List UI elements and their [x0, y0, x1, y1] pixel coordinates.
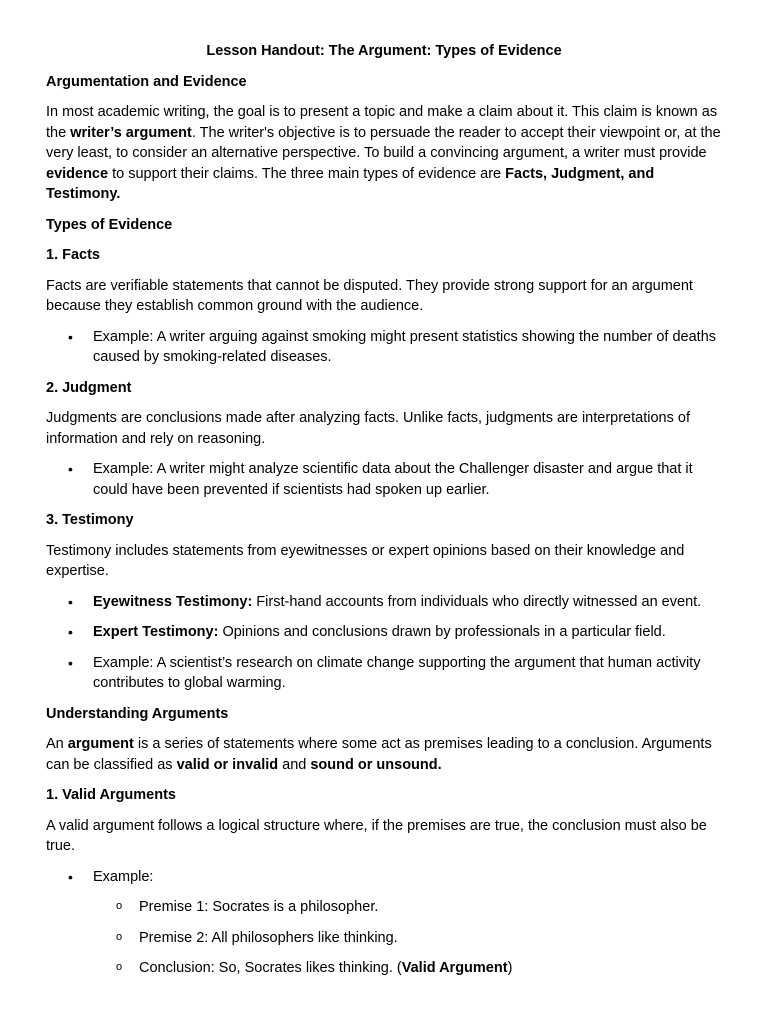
eyewitness-label: Eyewitness Testimony:: [93, 593, 253, 610]
conclusion-text: Conclusion: So, Socrates likes thinking. (: [139, 960, 402, 976]
valid-arguments-paragraph: A valid argument follows a logical structure where, if the premises are true, the conclusion must also be true.: [46, 817, 707, 854]
conclusion-bold: Valid Argument: [401, 960, 508, 976]
intro-text-3: to support their claims. The three main types of evidence are: [108, 165, 506, 182]
intro-bold-writers-argument: writer’s argument: [70, 124, 192, 141]
arguments-text-2: is a series of statements where some act as premises leading to a conclusion. Arguments can be classified as: [46, 736, 712, 773]
premise-2: o Premise 2: All philosophers like thinking.: [46, 928, 722, 949]
conclusion-end: ): [507, 960, 513, 976]
testimony-heading: 3. Testimony: [46, 512, 134, 528]
facts-paragraph: Facts are verifiable statements that cannot be disputed. They provide strong support for an argument because they establish common ground with the audience.: [46, 277, 693, 314]
section-heading-argumentation: Argumentation and Evidence: [46, 73, 247, 90]
facts-list: [46, 327, 722, 368]
arguments-bold-argument: argument: [67, 736, 134, 752]
intro-bold-evidence: evidence: [46, 165, 109, 182]
testimony-example: • Example: A scientist’s research on climate change supporting the argument that human activity contributes to global warming.: [46, 653, 722, 694]
expert-text: Opinions and conclusions drawn by professionals in a particular field.: [218, 624, 666, 640]
conclusion: [46, 958, 722, 979]
judgment-heading: 2. Judgment: [46, 379, 132, 396]
eyewitness-text: First-hand accounts from individuals who directly witnessed an event.: [252, 593, 702, 610]
arguments-bold-valid: valid or invalid: [176, 756, 279, 773]
judgment-example: • Example: A writer might analyze scientific data about the Challenger disaster and argue that it could have been prevented if scientists had spoken up earlier.: [46, 459, 722, 500]
section-heading-types: Types of Evidence: [46, 216, 173, 233]
arguments-text-1: An: [46, 736, 68, 752]
valid-list: [46, 867, 722, 888]
expert-item: [46, 622, 722, 643]
eyewitness-item: [46, 592, 722, 613]
arguments-text-3: and: [278, 756, 311, 773]
expert-label: Expert Testimony:: [93, 624, 219, 640]
premise-1: o Premise 1: Socrates is a philosopher.: [46, 897, 722, 918]
intro-bold-types: Facts, Judgment, and Testimony.: [46, 165, 655, 202]
arguments-bold-sound: sound or unsound.: [310, 756, 442, 773]
facts-example: • Example: A writer arguing against smoking might present statistics showing the number of deaths caused by smoking-related diseases.: [46, 327, 722, 368]
intro-text-2: . The writer's objective is to persuade the reader to accept their viewpoint or, at the very least, to consider an alternative perspective. To build a convincing argument, a writer must provide: [46, 124, 721, 161]
facts-heading: 1. Facts: [46, 247, 100, 263]
valid-sublist: [46, 897, 722, 979]
valid-example-label: • Example:: [46, 867, 722, 888]
intro-paragraph: [46, 102, 722, 205]
page-title: Lesson Handout: The Argument: Types of Evidence: [206, 43, 562, 59]
judgment-paragraph: Judgments are conclusions made after analyzing facts. Unlike facts, judgments are interpretations of information and rely on reasoning.: [46, 410, 690, 447]
testimony-list: [46, 592, 722, 694]
judgment-list: [46, 459, 722, 500]
valid-arguments-heading: 1. Valid Arguments: [46, 787, 176, 803]
section-heading-arguments: Understanding Arguments: [46, 705, 229, 722]
intro-text-1: In most academic writing, the goal is to present a topic and make a claim about it. This claim is known as the: [46, 104, 718, 141]
testimony-paragraph: Testimony includes statements from eyewitnesses or expert opinions based on their knowledge and expertise.: [46, 542, 685, 579]
arguments-paragraph: [46, 734, 722, 775]
